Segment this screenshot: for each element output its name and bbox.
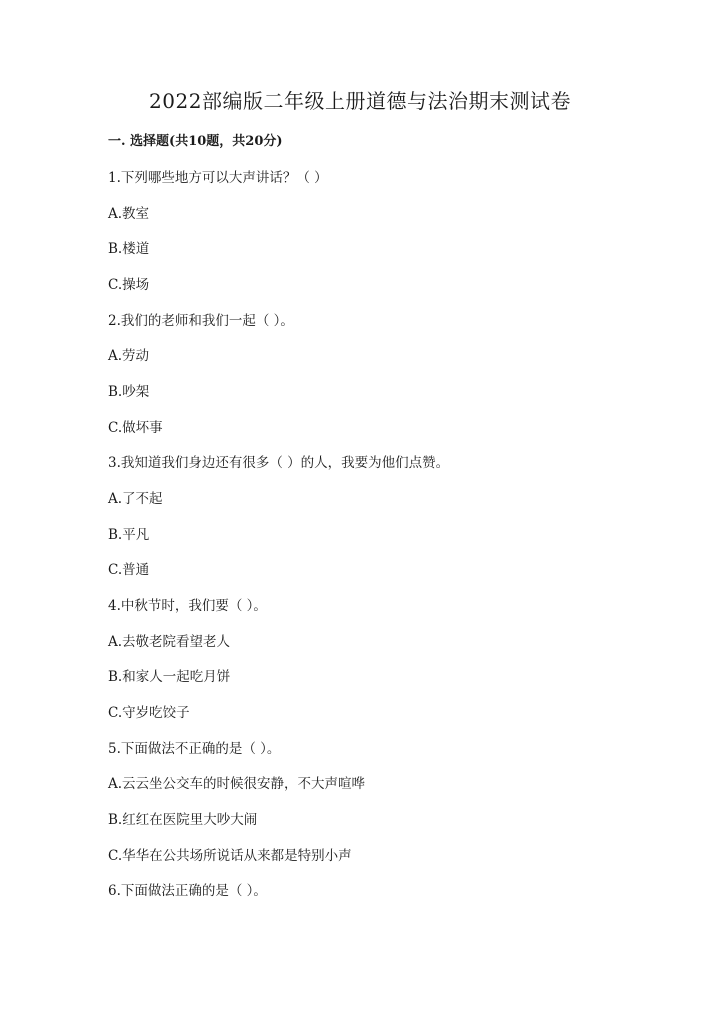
section-heading: 一. 选择题(共10题，共20分) <box>108 134 283 149</box>
answer-option: A.教室 <box>108 206 150 222</box>
question-stem: 2.我们的老师和我们一起（ ）。 <box>108 313 294 329</box>
answer-option: B.吵架 <box>108 384 150 400</box>
answer-option: C.华华在公共场所说话从来都是特别小声 <box>108 848 352 864</box>
answer-option: C.做坏事 <box>108 420 163 436</box>
answer-option: B.楼道 <box>108 241 150 257</box>
answer-option: B.平凡 <box>108 527 150 543</box>
question-stem: 5.下面做法不正确的是（ ）。 <box>108 741 281 757</box>
answer-option: A.云云坐公交车的时候很安静，不大声喧哗 <box>108 776 366 792</box>
answer-option: B.和家人一起吃月饼 <box>108 669 231 685</box>
answer-option: C.普通 <box>108 562 150 578</box>
answer-option: A.了不起 <box>108 491 163 507</box>
question-stem: 1.下列哪些地方可以大声讲话？（ ） <box>108 170 328 186</box>
answer-option: A.去敬老院看望老人 <box>108 634 231 650</box>
question-stem: 6.下面做法正确的是（ ）。 <box>108 883 267 899</box>
answer-option: C.操场 <box>108 277 150 293</box>
question-stem: 3.我知道我们身边还有很多（ ）的人，我要为他们点赞。 <box>108 455 450 471</box>
answer-option: B.红红在医院里大吵大闹 <box>108 812 258 828</box>
answer-option: A.劳动 <box>108 348 150 364</box>
question-stem: 4.中秋节时，我们要（ ）。 <box>108 598 267 614</box>
answer-option: C.守岁吃饺子 <box>108 705 190 721</box>
exam-title: 2022部编版二年级上册道德与法治期末测试卷 <box>149 89 571 113</box>
